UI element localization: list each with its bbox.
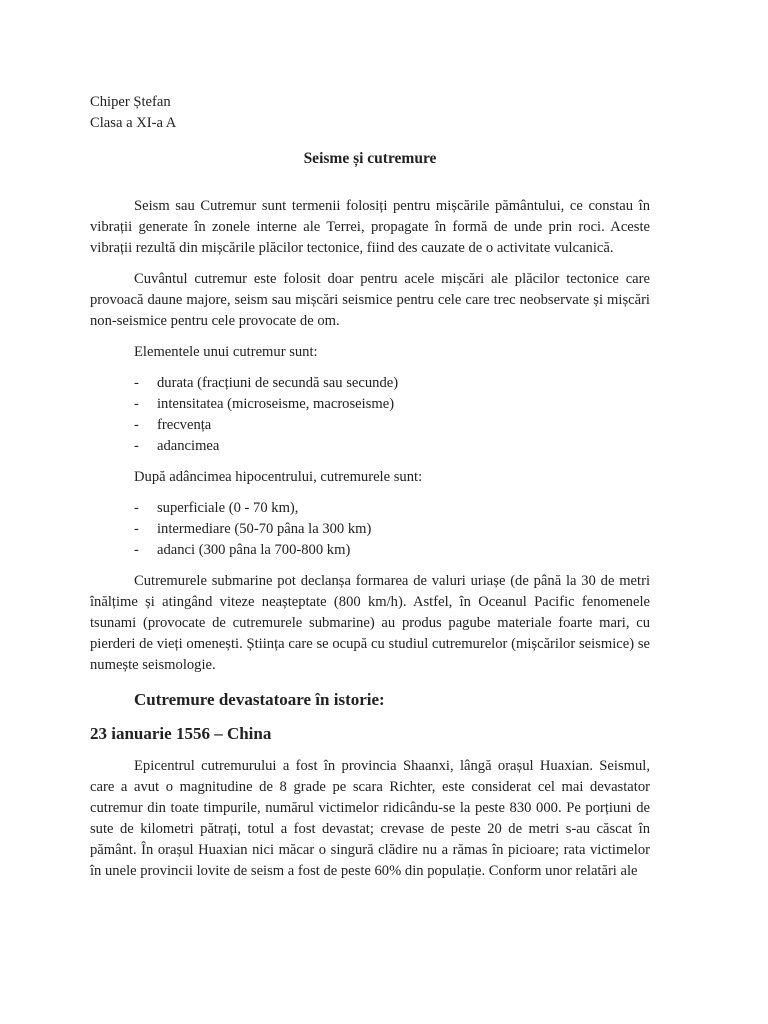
list-item (134, 519, 650, 540)
list-item-text: superficiale (0 - 70 km), (157, 500, 299, 516)
list-item (134, 540, 650, 561)
list-item (134, 436, 650, 457)
elements-list (90, 373, 650, 457)
author-name: Chiper Ștefan (90, 94, 171, 110)
list-dash: - (134, 396, 139, 412)
list-item-text: intensitatea (microseisme, macroseisme) (157, 396, 395, 412)
list-dash: - (134, 417, 139, 433)
list-dash: - (134, 375, 139, 391)
list-item-text: frecvența (157, 417, 212, 433)
list-item-text: intermediare (50-70 pâna la 300 km) (157, 521, 372, 537)
list-dash: - (134, 438, 139, 454)
document-body (90, 92, 650, 882)
paragraph-definition: Seism sau Cutremur sunt termenii folosiți pentru mișcările pământului, ce constau în vibrații generate în zonele interne ale Terrei, propagate în formă de unde prin roci. Aceste vibrații rezultă din mișcările plăcilor tectonice, fiind des cauzate de o activitate vulcanică. (90, 198, 650, 256)
list-item (134, 373, 650, 394)
list-item-text: durata (fracțiuni de secundă sau secunde) (157, 375, 399, 391)
paragraph-usage: Cuvântul cutremur este folosit doar pentru acele mișcări ale plăcilor tectonice care provoacă daune majore, seism sau mișcări seismice pentru cele care trec neobservate și mișcări non-seismice pentru cele provocate de om. (90, 271, 650, 329)
list-item (134, 498, 650, 519)
list-item-text: adancimea (157, 438, 220, 454)
list-dash: - (134, 542, 139, 558)
paragraph-tsunami: Cutremurele submarine pot declanșa formarea de valuri uriașe (de până la 30 de metri înălțime și atingând viteze neașteptate (800 km/h). Astfel, în Oceanul Pacific fenomenele tsunami (provocate de cutremurele submarine) au produs pagube materiale foarte mari, cu pierderi de vieți omenești. Știința care se ocupă cu studiul cutremurelor (mișcărilor seismice) se numește seismologie. (90, 573, 650, 673)
section-heading: Cutremure devastatoare în istorie: (134, 690, 385, 709)
elements-intro: Elementele unui cutremur sunt: (134, 344, 318, 360)
list-item (134, 415, 650, 436)
event-date-heading: 23 ianuarie 1556 – China (90, 724, 272, 743)
depth-intro: După adâncimea hipocentrului, cutremurele sunt: (134, 469, 423, 485)
author-class: Clasa a XI-a A (90, 115, 177, 131)
list-item (134, 394, 650, 415)
list-dash: - (134, 500, 139, 516)
depth-list (90, 498, 650, 561)
list-dash: - (134, 521, 139, 537)
list-item-text: adanci (300 pâna la 700-800 km) (157, 542, 351, 558)
paragraph-china-1556: Epicentrul cutremurului a fost în provincia Shaanxi, lângă orașul Huaxian. Seismul, care a avut o magnitudine de 8 grade pe scara Richter, este considerat cel mai devastator cutremur din toate timpurile, numărul victimelor ridicându-se la peste 830 000. Pe porțiuni de sute de kilometri pătrați, totul a fost devastat; crevase de peste 20 de metri s-au căscat în pământ. În orașul Huaxian nici măcar o singură clădire nu a rămas în picioare; rata victimelor în unele provincii lovite de seism a fost de peste 60% din populație. Conform unor relatări ale (90, 758, 650, 879)
document-title: Seisme și cutremure (303, 150, 437, 167)
